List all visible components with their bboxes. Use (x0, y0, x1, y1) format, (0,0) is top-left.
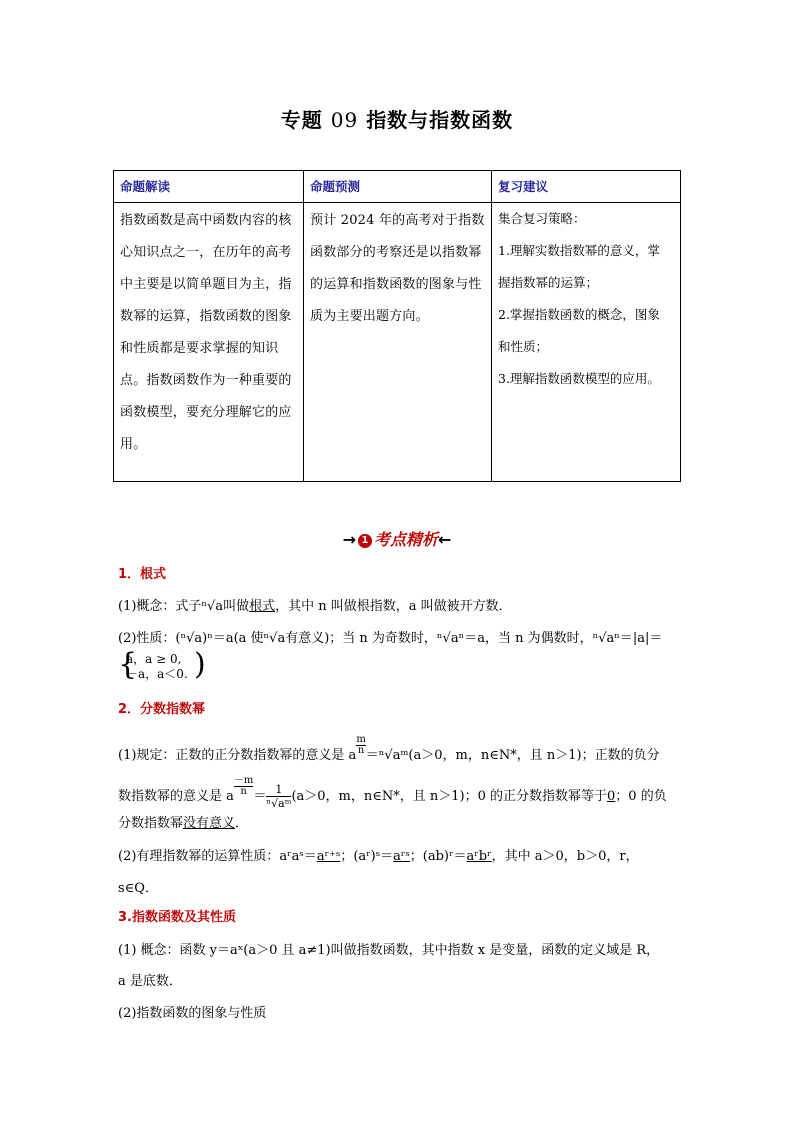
left-arrow-icon: → (342, 530, 356, 549)
case-line: －a，a＜0. (126, 667, 188, 681)
fractional-rule-line1: (1)规定：正数的正分数指数幂的意义是 a $\frac{m}{n}$ ＝ⁿ√aᵐ(a＞0，m，n∈N*，且 n＞1)；正数的负分 (118, 734, 660, 763)
suggestion-line: 3.理解指数函数模型的应用。 (498, 371, 660, 386)
header-suggestion: 复习建议 (492, 171, 681, 203)
section-title (0, 527, 794, 550)
suggestion-line: 和性质； (498, 339, 549, 354)
header-interpretation: 命题解读 (114, 171, 304, 203)
exponential-concept-line2: a 是底数． (118, 974, 182, 989)
prediction-text: 预计 2024 年的高考对于指数函数部分的考察还是以指数幂的运算和指数函数的图象与性质为主要出题方向。 (310, 213, 485, 324)
suggestion-line: 握指数幂的运算； (498, 275, 599, 290)
header-prediction: 命题预测 (304, 171, 492, 203)
table-body-row (114, 203, 681, 482)
number-badge: 1 (358, 534, 372, 548)
exponential-graph-heading: (2)指数函数的图象与性质 (118, 1006, 267, 1021)
interpretation-text: 指数函数是高中函数内容的核心知识点之一，在历年的高考中主要是以简单题目为主，指数幂的运算，指数函数的图象和性质都是要求掌握的知识点。指数函数作为一种重要的函数模型，要充分理解它的应用。 (120, 213, 292, 452)
fractional-rule-line3: 分数指数幂没有意义． (118, 816, 249, 831)
heading-exponential-function: 3.指数函数及其性质 (118, 910, 236, 925)
rational-exponent-domain: s∈Q． (118, 881, 158, 896)
section-title-text: 考点精析 (373, 530, 438, 549)
right-arrow-icon: ← (438, 530, 452, 549)
exponential-concept-line1: (1) 概念：函数 y＝aˣ(a＞0 且 a≠1)叫做指数函数，其中指数 x 是变量，函数的定义域是 R， (118, 943, 660, 958)
rational-exponent-properties: (2)有理指数幂的运算性质：aʳaˢ＝aʳ⁺ˢ；(aʳ)ˢ＝aʳˢ；(ab)ʳ＝aʳbʳ，其中 a＞0，b＞0，r， (118, 849, 639, 864)
fractional-rule-line2: 数指数幂的意义是 a $\frac{-m}{n}$ ＝ $\frac{1}{\text{ⁿ√aᵐ}}$ (a＞0，m，n∈N*，且 n＞1)；0 的正分数指数幂等于0；0 的负 (118, 775, 667, 810)
title-text: 指数与指数函数 (366, 108, 514, 132)
heading-radical: 1．根式 (118, 567, 167, 582)
suggestion-line: 1.理解实数指数幂的意义，掌 (498, 243, 660, 258)
radical-concept: (1)概念：式子ⁿ√a叫做根式，其中 n 叫做根指数，a 叫做被开方数． (118, 599, 512, 614)
suggestion-line: 2.掌握指数函数的概念，图象 (498, 307, 660, 322)
table-header-row (114, 171, 681, 203)
overview-table (113, 170, 681, 482)
title-prefix: 专题 (280, 108, 323, 132)
title-number: 09 (330, 108, 359, 132)
suggestion-line: 集合复习策略： (498, 211, 586, 226)
piecewise-cases: { a，a ≥ 0, －a，a＜0. ) (118, 647, 206, 682)
heading-fractional-exponent: 2．分数指数幂 (118, 702, 206, 717)
radical-property: (2)性质：(ⁿ√a)ⁿ＝a(a 使ⁿ√a有意义)；当 n 为奇数时，ⁿ√aⁿ＝a，当 n 为偶数时，ⁿ√aⁿ＝|a|＝ (118, 631, 663, 646)
case-line: a，a ≥ 0, (126, 652, 182, 666)
suggestion-list (498, 203, 674, 395)
page-title (0, 104, 794, 133)
